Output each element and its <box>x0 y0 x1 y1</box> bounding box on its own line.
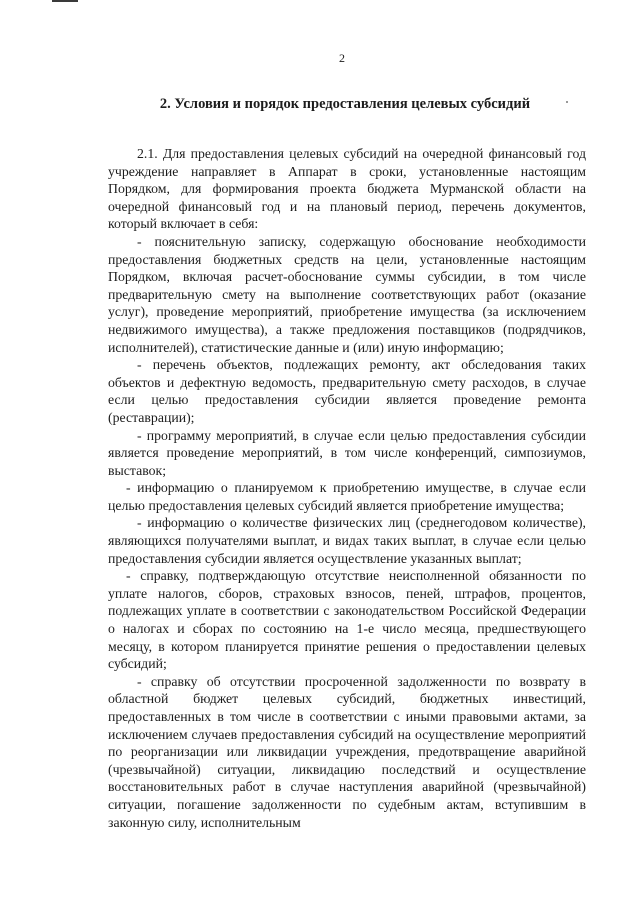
list-item-event-program: - программу мероприятий, в случае если целью предоставления субсидии является проведение мероприятий, в том числе конференций, симпозиумов, выставок; <box>108 427 586 478</box>
list-item-property-info: - информацию о планируемом к приобретению имуществе, в случае если целью предоставления целевых субсидий является приобретение имущества; <box>108 480 586 513</box>
page-number: 2 <box>339 51 345 65</box>
list-item-repair-objects: - перечень объектов, подлежащих ремонту, акт обследования таких объектов и дефектную ведомость, предварительную смету расходов, в случае если целью предоставления субсидии является проведение ремонта (реставрации); <box>108 357 586 425</box>
list-item-payments-info: - информацию о количестве физических лиц (среднегодовом количестве), являющихся получателями выплат, и видах таких выплат, в случае если целью предоставления субсидии является осуществление указанных выплат; <box>108 515 586 566</box>
document-body <box>108 145 586 831</box>
list-item-debt-certificate: - справку об отсутствии просроченной задолженности по возврату в областной бюджет целевых субсидий, бюджетных инвестиций, предоставленных в том числе в соответствии с иными правовыми актами, за исключением случаев предоставления субсидий на осуществление мероприятий по реорганизации или ликвидации учреждения, предотвращение аварийной (чрезвычайной) ситуации, ликвидацию последствий и осуществление восстановительных работ в случае наступления аварийной (чрезвычайной) ситуации, погашение задолженности по судебным актам, вступившим в законную силу, исполнительным <box>108 673 586 830</box>
scan-artifact-dot <box>566 101 568 103</box>
list-item-explanatory-note: - пояснительную записку, содержащую обоснование необходимости предоставления бюджетных средств на цели, установленные настоящим Порядком, включая расчет-обоснование суммы субсидии, в том числе предварительную смету на выполнение соответствующих работ (оказание услуг), проведение мероприятий, приобретение имущества (за исключением недвижимого имущества), а также предложения поставщиков (подрядчиков, исполнителей), статистические данные и (или) иную информацию; <box>108 233 586 355</box>
paragraph-2-1: 2.1. Для предоставления целевых субсидий на очередной финансовый год учреждение направляет в Аппарат в сроки, установленные настоящим Порядком, для формирования проекта бюджета Мурманской области на очередной финансовый год и на плановый период, перечень документов, который включает в себя: <box>108 146 586 232</box>
scan-artifact-mark <box>52 0 78 2</box>
list-item-tax-certificate: - справку, подтверждающую отсутствие неисполненной обязанности по уплате налогов, сборов, страховых взносов, пеней, штрафов, процентов, подлежащих уплате в соответствии с законодательством Российской Федерации о налогах и сборах по состоянию на 1-е число месяца, предшествующего месяцу, в котором планируется принятие решения о предоставлении целевых субсидий; <box>108 568 586 672</box>
section-title: 2. Условия и порядок предоставления целевых субсидий <box>159 96 531 112</box>
